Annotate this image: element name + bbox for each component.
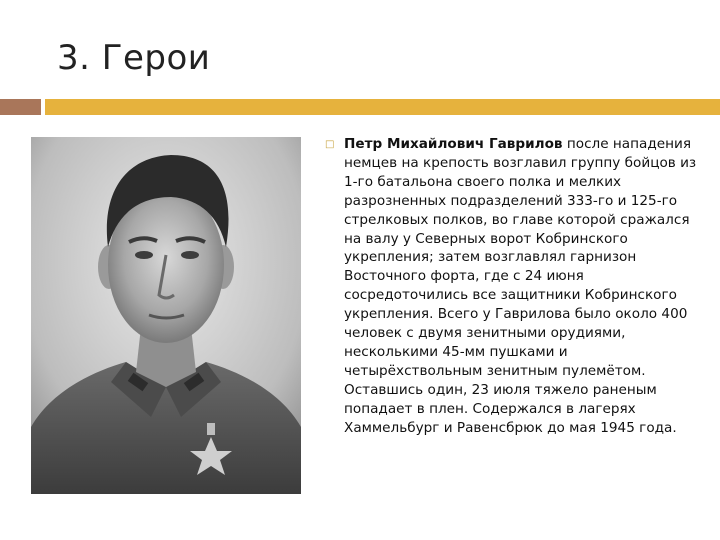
accent-bar-left [0,99,41,115]
portrait-photo [31,137,301,494]
person-name: Петр Михайлович Гаврилов [344,136,563,152]
bullet-marker: □ [325,139,335,150]
biography-body: после нападения немцев на крепость возглавил группу бойцов из 1-го батальона своего полка и мелких разрозненных подразделений 333-го и 125-го стрелковых полков, во главе которой сражался на валу у Северных ворот Кобринского укрепления; затем возглавлял гарнизон Восточного форта, где с 24 июня сосредоточились все защитники Кобринского укрепления. Всего у Гаврилова было около 400 человек с двумя зенитными орудиями, несколькими 45-мм пушками и четырёхствольным зенитным пулемётом. Оставшись один, 23 июля тяжело раненым попадает в плен. Содержался в лагерях Хаммельбург и Равенсбрюк до мая 1945 года. [344,136,697,436]
slide-title: 3. Герои [57,38,211,78]
biography-text [344,135,699,438]
accent-bar-right [45,99,720,115]
